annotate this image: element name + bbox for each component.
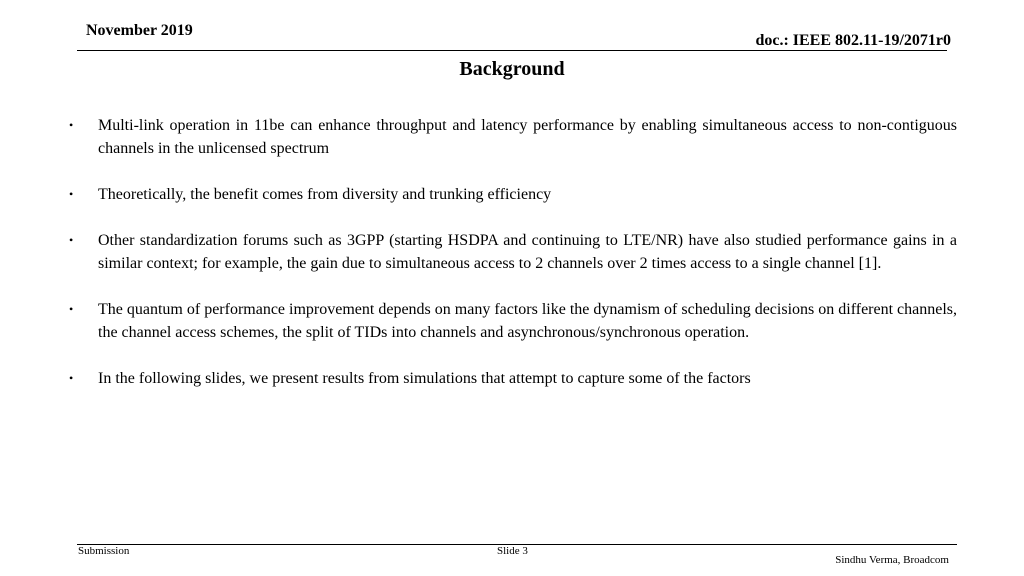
- bullet-text: In the following slides, we present results from simulations that attempt to capture some of the factors: [98, 370, 751, 387]
- bullet-item: [69, 367, 957, 390]
- bullet-text: Multi-link operation in 11be can enhance throughput and latency performance by enabling simultaneous access to non-contiguous channels in the unlicensed spectrum: [98, 117, 957, 157]
- bullet-marker: •: [69, 187, 74, 201]
- slide-title: Background: [459, 58, 565, 80]
- bullet-text: Theoretically, the benefit comes from diversity and trunking efficiency: [98, 186, 552, 203]
- bullet-text: Other standardization forums such as 3GPP (starting HSDPA and continuing to LTE/NR) have also studied performance gains in a similar context; for example, the gain due to simultaneous access to 2 channels over 2 times access to a single channel [1].: [98, 232, 957, 272]
- footer-slide-number: Slide 3: [497, 545, 528, 557]
- header-date: November 2019: [86, 22, 193, 39]
- header-divider: [77, 50, 947, 51]
- footer-submission: Submission: [78, 545, 130, 557]
- footer-author: Sindhu Verma, Broadcom: [835, 554, 949, 566]
- header-doc-id: doc.: IEEE 802.11-19/2071r0: [755, 32, 951, 49]
- bullet-item: [69, 229, 957, 275]
- bullet-list: [69, 114, 957, 413]
- bullet-marker: •: [69, 233, 74, 247]
- bullet-item: [69, 298, 957, 344]
- bullet-item: [69, 114, 957, 160]
- bullet-marker: •: [69, 118, 74, 132]
- bullet-marker: •: [69, 302, 74, 316]
- bullet-item: [69, 183, 957, 206]
- bullet-marker: •: [69, 371, 74, 385]
- bullet-text: The quantum of performance improvement depends on many factors like the dynamism of scheduling decisions on different channels, the channel access schemes, the split of TIDs into channels and asynchronous/synchronous operation.: [98, 301, 958, 341]
